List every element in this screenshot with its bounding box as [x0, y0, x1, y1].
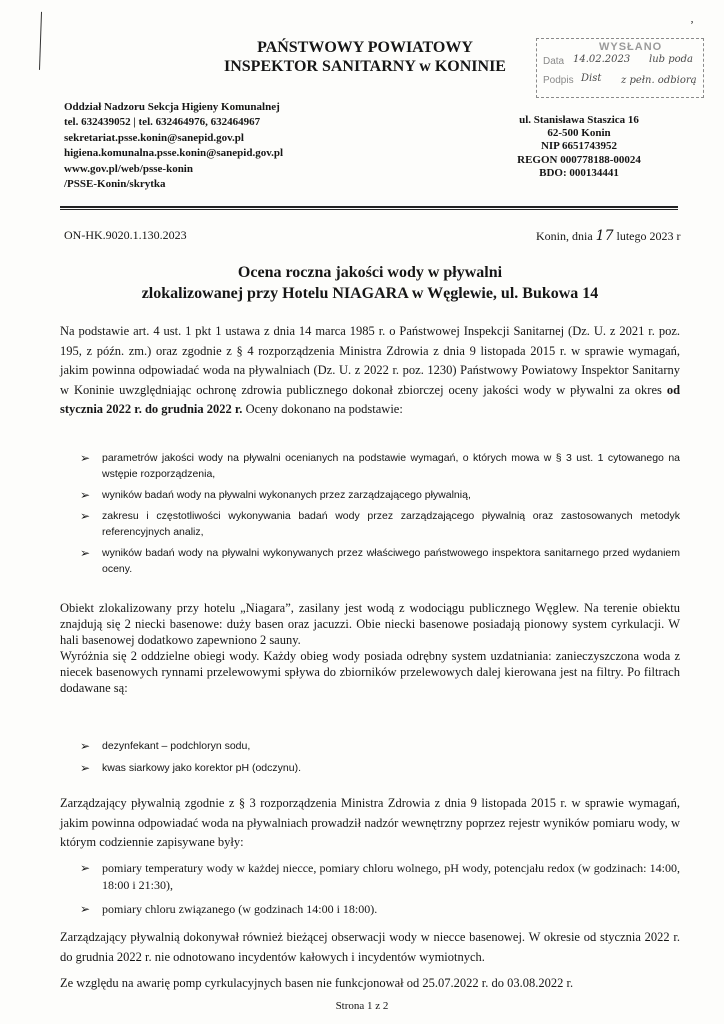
failure-text: Ze względu na awarię pomp cyrkulacyjnych basen nie funkcjonował od 25.07.2022 r. do 03.08.2022 r. — [60, 976, 574, 990]
arrow-bullet-icon: ➢ — [80, 761, 91, 775]
address-line: NIP 6651743952 — [540, 140, 618, 153]
scan-corner-mark: ʼ — [690, 18, 694, 32]
stamp-data-note: lub poda — [649, 54, 694, 65]
header-title-line1: PAŃSTWOWY POWIATOWY — [257, 39, 473, 56]
circuits-text: Wyróżnia się 2 oddzielne obiegi wody. Każdy obieg wody posiada odrębny system uzdatniania: zanieczyszczona woda z niecek basenowych rynnami przelewowymi spływa do zbiorników przelewowych dalej kierowana jest na filtry. Po filtrach dodawane są: — [60, 649, 680, 695]
sender-line: higiena.komunalna.psse.konin@sanepid.gov.pl — [64, 147, 284, 160]
arrow-bullet-icon: ➢ — [80, 546, 91, 560]
chemicals-list — [60, 738, 680, 782]
address-line: REGON 000778188-00024 — [517, 153, 641, 166]
address-info — [494, 114, 664, 180]
arrow-bullet-icon: ➢ — [80, 902, 91, 916]
address-line: ul. Stanisława Staszica 16 — [519, 114, 639, 126]
intro-paragraph — [60, 322, 680, 420]
scan-pen-mark — [39, 12, 48, 70]
header-divider — [60, 206, 678, 208]
arrow-bullet-icon: ➢ — [80, 488, 91, 502]
measurements-list — [60, 860, 680, 925]
sender-line: Oddział Nadzoru Sekcja Higieny Komunalnej — [64, 101, 280, 113]
stamp-data-handwritten: 14.02.2023 — [573, 54, 631, 65]
date-suffix: lutego 2023 r — [616, 229, 681, 243]
list-item: ➢ pomiary chloru związanego (w godzinach 14:00 i 18:00). — [80, 902, 378, 916]
address-line: 62-500 Konin — [547, 127, 611, 140]
document-title — [60, 262, 680, 304]
list-item: ➢ wyników badań wody na pływalni wykonywanych przez właściwego państwowego inspektora sanitarnego przed wydaniem oceny. — [80, 546, 680, 575]
title-line1: Ocena roczna jakości wody w pływalni — [237, 264, 503, 281]
address-line: BDO: 000134441 — [539, 166, 619, 179]
facility-paragraph — [60, 600, 680, 696]
arrow-bullet-icon: ➢ — [80, 509, 91, 523]
list-item: ➢ dezynfekant – podchloryn sodu, — [80, 739, 251, 753]
failure-paragraph — [60, 974, 680, 994]
stamp-podpis-label: Podpis — [543, 75, 574, 86]
document-date — [536, 228, 681, 244]
arrow-bullet-icon: ➢ — [80, 861, 91, 875]
sender-line: sekretariat.psse.konin@sanepid.gov.pl — [64, 131, 244, 144]
sender-info — [64, 100, 283, 192]
arrow-bullet-icon: ➢ — [80, 451, 91, 465]
reference-number: ON-HK.9020.1.130.2023 — [64, 228, 187, 242]
sender-line: tel. 632439052 | tel. 632464976, 632464967 — [64, 116, 261, 129]
stamp-title: WYSŁANO — [599, 41, 663, 53]
sender-line: www.gov.pl/web/psse-konin — [64, 162, 193, 175]
list-item: ➢ kwas siarkowy jako korektor pH (odczynu). — [80, 761, 301, 775]
sender-line: /PSSE-Konin/skrytka — [64, 178, 166, 191]
date-prefix: Konin, dnia — [536, 229, 593, 243]
list-item: ➢ zakresu i częstotliwości wykonywania badań wody przez zarządzającego pływalnią oraz zastosowanych metodyk referencyjnych analiz, — [80, 509, 680, 538]
stamp-data-label: Data — [543, 56, 565, 67]
basis-list — [60, 450, 680, 582]
facility-text: Obiekt zlokalizowany przy hotelu „Niagara”, zasilany jest wodą z wodociągu publicznego Węglew. Na terenie obiektu znajdują się 2 niecki basenowe: duży basen oraz jacuzzi. Obie niecki basenowe posiadają pionowy system cyrkulacji. W hali basenowej dodatkowo zapewniono 2 sauny. — [60, 601, 680, 647]
list-item: ➢ pomiary temperatury wody w każdej niecce, pomiary chloru wolnego, pH wody, potencjału redox (w godzinach: 14:00, 18:00 i 21:30), — [80, 861, 680, 892]
stamp-podpis-handwritten: Dist — [581, 73, 602, 84]
supervision-paragraph — [60, 794, 680, 853]
observation-paragraph — [60, 928, 680, 967]
intro-period: od stycznia 2022 r. do grudnia 2022 r. — [60, 382, 681, 416]
header-title-line2: INSPEKTOR SANITARNY w KONINIE — [224, 58, 506, 75]
sent-stamp — [536, 38, 704, 98]
intro-text-after: Oceny dokonano na podstawie: — [245, 402, 403, 416]
arrow-bullet-icon: ➢ — [80, 739, 91, 753]
supervision-text: Zarządzający pływalnią zgodnie z § 3 rozporządzenia Ministra Zdrowia z dnia 9 listopada 2015 r. w sprawie wymagań, jakim powinna odpowiadać woda na pływalniach prowadził nadzór wewnętrzny poprzez rejestr wyników pomiaru wody, w którym codziennie zapisywane były: — [60, 796, 680, 849]
list-item: ➢ parametrów jakości wody na pływalni ocenianych na podstawie wymagań, o których mowa w § 3 ust. 1 cytowanego na wstępie rozporządzenia, — [80, 451, 680, 480]
stamp-podpis-note: z pełn. odbiorą — [621, 75, 697, 86]
observation-text: Zarządzający pływalnią dokonywał również bieżącej obserwacji wody w niecce basenowej. W okresie od stycznia 2022 r. do grudnia 2022 r. nie odnotowano incydentów kałowych i incydentów wymiotnych. — [60, 930, 680, 964]
title-line2: zlokalizowanej przy Hotelu NIAGARA w Węglewie, ul. Bukowa 14 — [141, 285, 599, 302]
page-number: Strona 1 z 2 — [335, 1000, 389, 1012]
date-day-handwritten: 17 — [595, 228, 614, 244]
header-divider-thin — [60, 209, 678, 210]
list-item: ➢ wyników badań wody na pływalni wykonanych przez zarządzającego pływalnią, — [80, 488, 471, 502]
intro-text: Na podstawie art. 4 ust. 1 pkt 1 ustawa z dnia 14 marca 1985 r. o Państwowej Inspekcji Sanitarnej (Dz. U. z 2021 r. poz. 195, z późn. zm.) oraz zgodnie z § 4 rozporządzenia Ministra Zdrowia z dnia 9 listopada 2015 r. w sprawie wymagań, jakim powinna odpowiadać woda na pływalniach (Dz. U. z 2022 r. poz. 1230) Państwowy Powiatowy Inspektor Sanitarny w Koninie uwzględniając ochronę zdrowia publicznego dokonał zbiorczej oceny jakości wody w pływalni za okres — [60, 324, 680, 397]
